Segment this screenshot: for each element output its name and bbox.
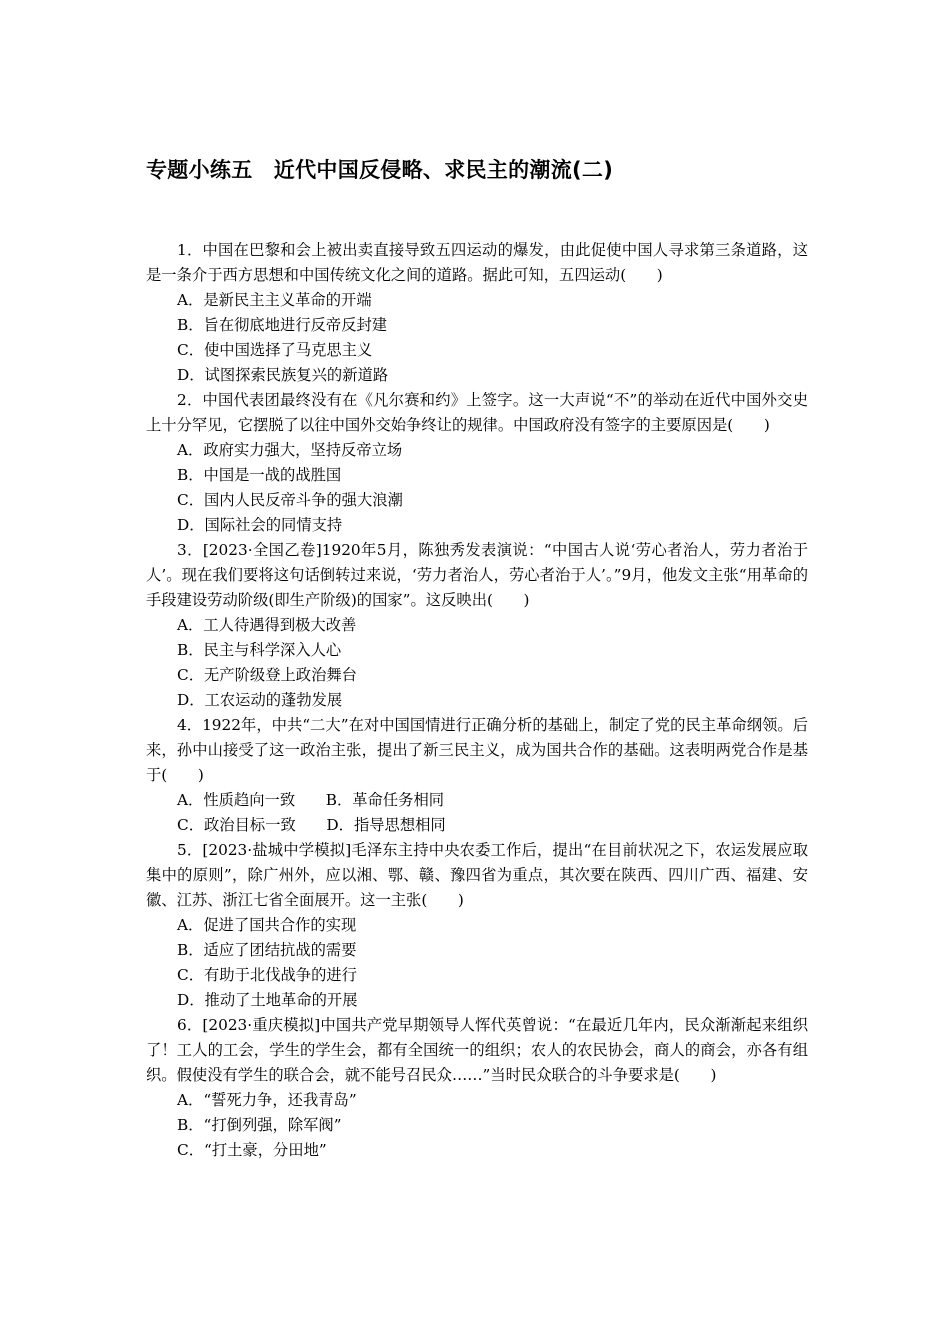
option-a: A．“誓死力争，还我青岛” [177,1091,357,1109]
option-c: C．有助于北伐战争的进行 [177,966,357,984]
option-d: D．推动了土地革命的开展 [177,991,358,1009]
question-6 [146,1013,808,1163]
option-row-cd: C．政治目标一致 D．指导思想相同 [177,816,446,834]
question-3 [146,538,808,713]
option-c: C．使中国选择了马克思主义 [177,341,373,359]
option-b: B．民主与科学深入人心 [177,641,342,659]
option-c: C．“打土豪，分田地” [177,1141,327,1159]
question-stem: 6．[2023·重庆模拟]中国共产党早期领导人恽代英曾说：“在最近几年内，民众渐渐起来组织了！工人的工会，学生的学生会，都有全国统一的组织；农人的农民协会，商人的商会，亦各有组织。假使没有学生的联合会，就不能号召民众……”当时民众联合的斗争要求是( ) [146,1016,808,1084]
option-b: B．旨在彻底地进行反帝反封建 [177,316,388,334]
page-title: 专题小练五 近代中国反侵略、求民主的潮流(二) [146,158,614,182]
question-list [146,238,808,1163]
option-b: B．适应了团结抗战的需要 [177,941,357,959]
option-d: D．国际社会的同情支持 [177,516,343,534]
question-stem: 1．中国在巴黎和会上被出卖直接导致五四运动的爆发，由此促使中国人寻求第三条道路，这是一条介于西方思想和中国传统文化之间的道路。据此可知，五四运动( ) [146,241,808,284]
question-4 [146,713,808,838]
question-stem: 5．[2023·盐城中学模拟]毛泽东主持中央农委工作后，提出“在目前状况之下，农运发展应取集中的原则”，除广州外，应以湘、鄂、赣、豫四省为重点，其次要在陕西、四川广西、福建、安徽、江苏、浙江七省全面展开。这一主张( ) [146,841,808,909]
option-a: A．是新民主主义革命的开端 [177,291,372,309]
option-c: C．国内人民反帝斗争的强大浪潮 [177,491,403,509]
option-a: A．促进了国共合作的实现 [177,916,357,934]
option-a: A．政府实力强大，坚持反帝立场 [177,441,403,459]
question-stem: 2．中国代表团最终没有在《凡尔赛和约》上签字。这一大声说“不”的举动在近代中国外交史上十分罕见，它摆脱了以往中国外交始争终让的规律。中国政府没有签字的主要原因是( ) [146,391,808,434]
option-b: B．“打倒列强，除军阀” [177,1116,342,1134]
question-5 [146,838,808,1013]
option-row-ab: A．性质趋向一致 B．革命任务相同 [177,791,445,809]
option-c: C．无产阶级登上政治舞台 [177,666,357,684]
question-2 [146,388,808,538]
option-b: B．中国是一战的战胜国 [177,466,342,484]
option-a: A．工人待遇得到极大改善 [177,616,357,634]
option-d: D．工农运动的蓬勃发展 [177,691,343,709]
question-stem: 3．[2023·全国乙卷]1920年5月，陈独秀发表演说：“中国古人说‘劳心者治人，劳力者治于人’。现在我们要将这句话倒转过来说，‘劳力者治人，劳心者治于人’。”9月，他发文主张“用革命的手段建设劳动阶级(即生产阶级)的国家”。这反映出( ) [146,541,808,609]
option-d: D．试图探索民族复兴的新道路 [177,366,389,384]
question-stem: 4．1922年，中共“二大”在对中国国情进行正确分析的基础上，制定了党的民主革命纲领。后来，孙中山接受了这一政治主张，提出了新三民主义，成为国共合作的基础。这表明两党合作是基于( ) [146,716,808,784]
question-1 [146,238,808,388]
